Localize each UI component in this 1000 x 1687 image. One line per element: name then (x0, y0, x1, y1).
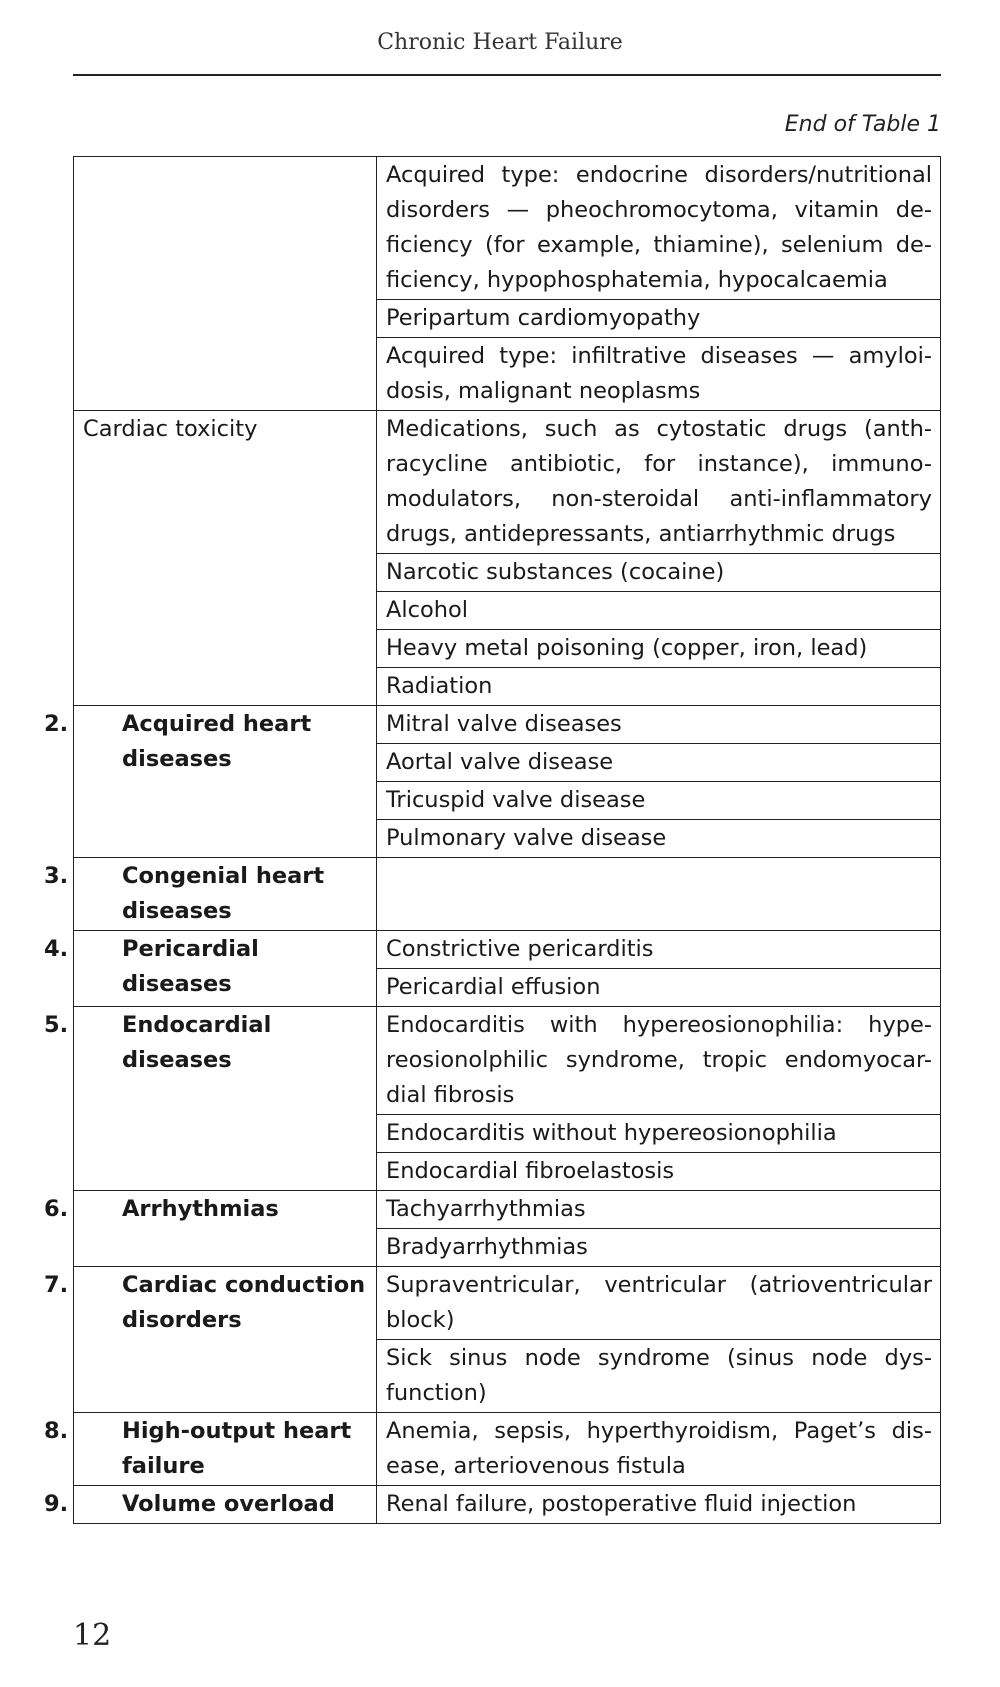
table-row (74, 411, 941, 554)
page-number: 12 (73, 1618, 112, 1653)
description-cell: Endocarditis with hypereosionophilia: hype-reosionolphilic syndrome, tropic endomyocar-dial fibrosis (377, 1007, 941, 1115)
category-label: Arrhythmias (122, 1196, 279, 1222)
table-row (74, 858, 941, 931)
category-number: 6. (44, 1196, 69, 1222)
header-rule (73, 74, 941, 76)
description-cell: Endocarditis without hypereosionophilia (377, 1115, 941, 1153)
category-cell-high-output-heart-failure (44, 1413, 377, 1486)
table-row (74, 931, 941, 969)
category-cell-cardiac-conduction-disorders (44, 1267, 377, 1413)
description-cell: Supraventricular, ventricular (atrioventricular block) (377, 1267, 941, 1340)
category-cell-acquired-heart-diseases (44, 706, 377, 858)
description-cell: Anemia, sepsis, hyperthyroidism, Paget’s dis-ease, arteriovenous fistula (377, 1413, 941, 1486)
category-number: 4. (44, 936, 69, 962)
category-number: 5. (44, 1012, 69, 1038)
category-label: Pericardial diseases (122, 936, 259, 997)
category-cell-volume-overload (44, 1486, 377, 1524)
description-cell: Radiation (377, 668, 941, 706)
description-cell: Aortal valve disease (377, 744, 941, 782)
category-label: Volume overload (122, 1491, 335, 1517)
causes-table (44, 156, 941, 1524)
description-cell: Renal failure, postoperative fluid injection (377, 1486, 941, 1524)
description-cell: Narcotic substances (cocaine) (377, 554, 941, 592)
description-cell: Pulmonary valve disease (377, 820, 941, 858)
category-cell-arrhythmias (44, 1191, 377, 1267)
description-cell: Endocardial fibroelastosis (377, 1153, 941, 1191)
description-cell: Tricuspid valve disease (377, 782, 941, 820)
category-label: Endocardial diseases (122, 1012, 272, 1073)
description-cell: Pericardial effusion (377, 969, 941, 1007)
category-cell-congenial-heart-diseases (44, 858, 377, 931)
table-caption: End of Table 1 (784, 112, 941, 137)
table-row (74, 1191, 941, 1229)
category-number: 2. (44, 711, 69, 737)
category-label: Cardiac conduction disorders (122, 1272, 366, 1333)
table-row (74, 157, 941, 300)
description-cell: Alcohol (377, 592, 941, 630)
table-row (74, 706, 941, 744)
description-cell: Medications, such as cytostatic drugs (anth-racycline antibiotic, for instance), immuno-modulators, non-steroidal anti-inflammatory drugs, antidepressants, antiarrhythmic drugs (377, 411, 941, 554)
category-cell-cardiac-toxicity: Cardiac toxicity (74, 411, 377, 706)
table-row (74, 1486, 941, 1524)
category-number: 9. (44, 1491, 69, 1517)
table-row (74, 1267, 941, 1340)
category-number: 3. (44, 863, 69, 889)
table-row (74, 1007, 941, 1115)
description-cell: Tachyarrhythmias (377, 1191, 941, 1229)
description-cell: Bradyarrhythmias (377, 1229, 941, 1267)
running-header: Chronic Heart Failure (377, 30, 623, 55)
category-label: Congenial heart diseases (122, 863, 325, 924)
category-cell-endocardial-diseases (44, 1007, 377, 1191)
description-cell: Sick sinus node syndrome (sinus node dys-function) (377, 1340, 941, 1413)
category-label: Acquired heart diseases (122, 711, 312, 772)
category-number: 8. (44, 1418, 69, 1444)
category-cell-empty (74, 157, 377, 411)
description-cell: Acquired type: endocrine disorders/nutritional disorders — pheochromocytoma, vitamin de-ficiency (for example, thiamine), selenium de-ficiency, hypophosphatemia, hypocalcaemia (377, 157, 941, 300)
category-cell-pericardial-diseases (44, 931, 377, 1007)
description-cell: Acquired type: infiltrative diseases — amyloi-dosis, malignant neoplasms (377, 338, 941, 411)
category-label: High-output heart failure (122, 1418, 352, 1479)
description-cell: Constrictive pericarditis (377, 931, 941, 969)
table-row (74, 1413, 941, 1486)
description-cell-empty (377, 858, 941, 931)
description-cell: Mitral valve diseases (377, 706, 941, 744)
category-number: 7. (44, 1272, 69, 1298)
description-cell: Peripartum cardiomyopathy (377, 300, 941, 338)
description-cell: Heavy metal poisoning (copper, iron, lead) (377, 630, 941, 668)
